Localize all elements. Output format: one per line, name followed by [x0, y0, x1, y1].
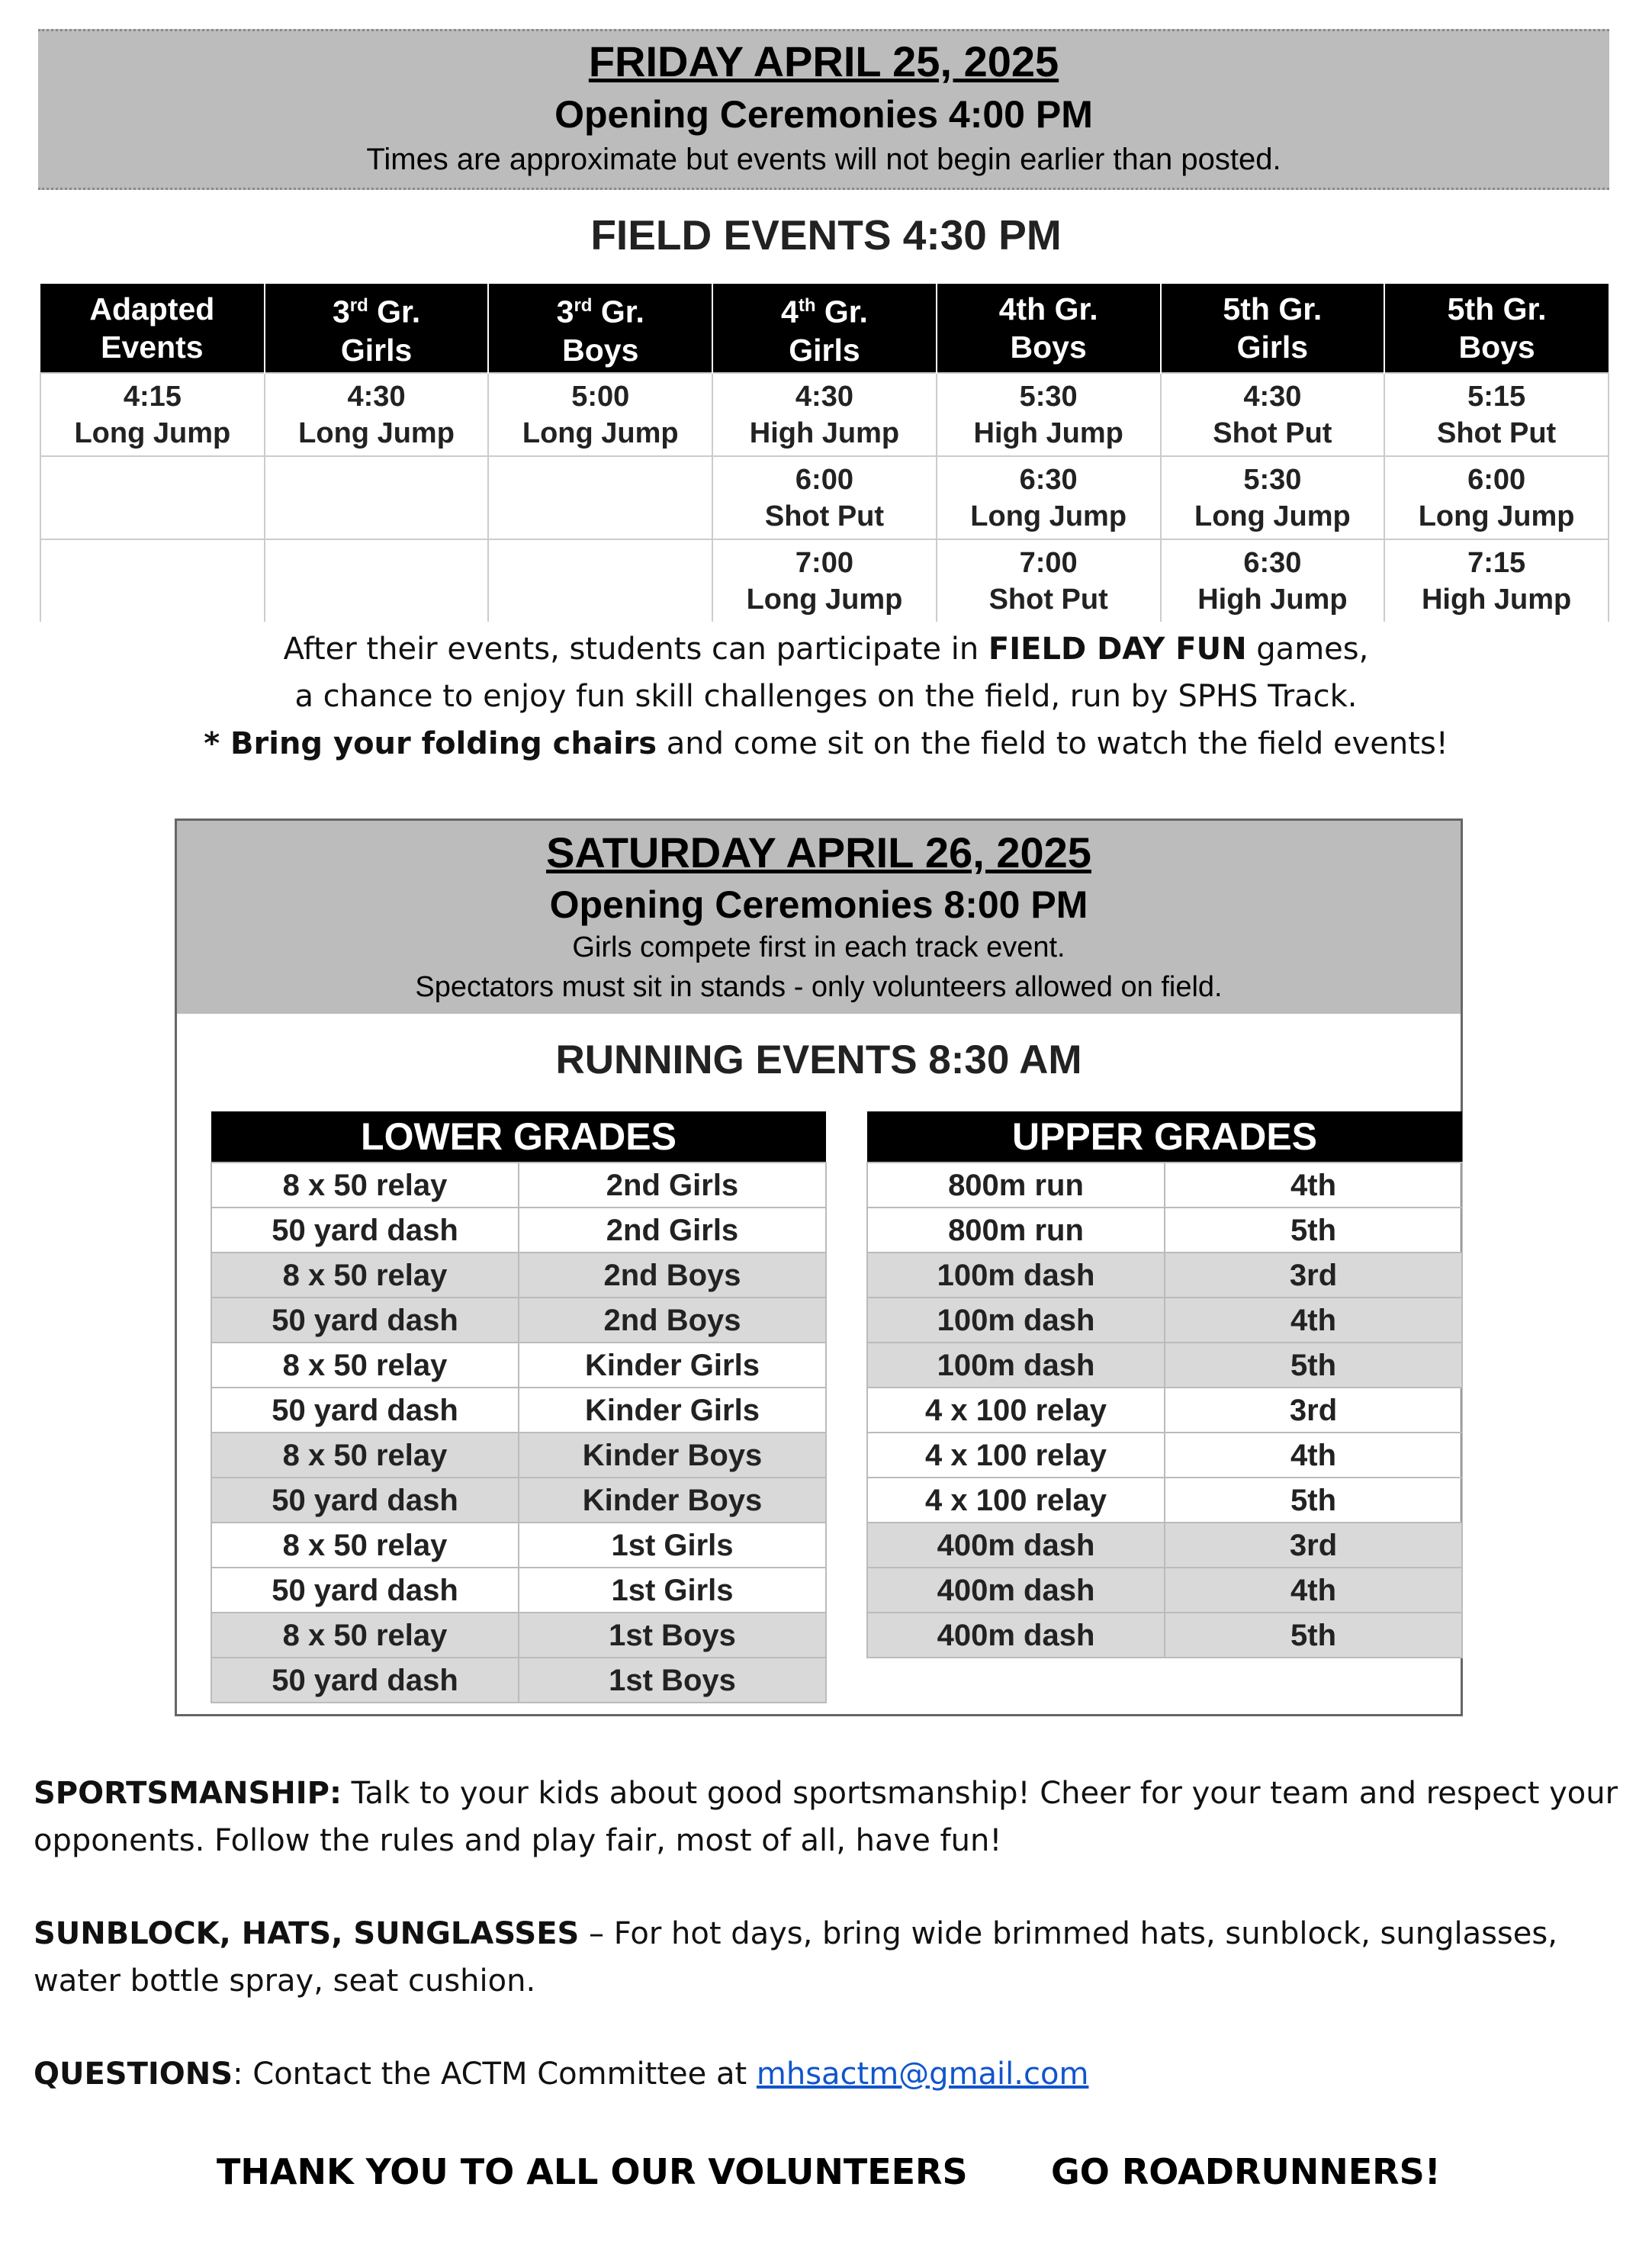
running-event-group: 3rd — [1165, 1388, 1462, 1433]
running-event-row — [867, 1388, 1462, 1433]
upper-grades-title: UPPER GRADES — [867, 1111, 1462, 1163]
running-event-group: 1st Boys — [519, 1613, 826, 1658]
running-event-group: Kinder Boys — [519, 1433, 826, 1478]
thank-volunteers: THANK YOU TO ALL OUR VOLUNTEERS — [217, 2151, 968, 2192]
running-event-group: Kinder Boys — [519, 1478, 826, 1523]
running-event-group: 5th — [1165, 1613, 1462, 1658]
saturday-note-2: Spectators must sit in stands - only volunteers allowed on field. — [415, 971, 1223, 1003]
event-name: Long Jump — [1418, 500, 1575, 532]
running-event-row — [211, 1298, 826, 1343]
field-event-cell — [1384, 456, 1609, 539]
event-name: Shot Put — [764, 500, 885, 532]
header-5th-girls: 5th Gr. Girls — [1161, 284, 1385, 373]
running-event-name: 4 x 100 relay — [867, 1388, 1165, 1433]
saturday-banner — [177, 821, 1461, 1014]
header-4th-girls: 4th Gr. Girls — [712, 284, 937, 373]
field-event-cell — [712, 373, 937, 456]
running-event-group: 4th — [1165, 1568, 1462, 1613]
field-events-table — [40, 284, 1609, 622]
lower-grades-table — [211, 1111, 827, 1703]
field-event-cell — [40, 456, 265, 539]
running-event-row — [867, 1433, 1462, 1478]
friday-times-note: Times are approximate but events will not begin earlier than posted. — [366, 143, 1281, 176]
event-name: High Jump — [973, 416, 1123, 449]
sportsmanship-note: SPORTSMANSHIP: Talk to your kids about good sportsmanship! Cheer for your team and respect your opponents. Follow the rules and play fair, most of all, have fun! — [34, 1776, 1618, 1858]
field-event-cell — [488, 539, 712, 622]
running-event-group: 1st Girls — [519, 1568, 826, 1613]
sunblock-note: SUNBLOCK, HATS, SUNGLASSES – For hot days, bring wide brimmed hats, sunblock, sunglasses, water bottle spray, seat cushion. — [34, 1916, 1557, 1999]
running-event-name: 800m run — [867, 1208, 1165, 1253]
field-events-row — [40, 373, 1609, 456]
event-time: 5:15 — [1467, 380, 1526, 413]
go-roadrunners: GO ROADRUNNERS! — [1051, 2151, 1441, 2192]
running-event-row — [211, 1163, 826, 1208]
event-time: 5:00 — [571, 380, 630, 413]
event-time: 6:30 — [1243, 546, 1302, 579]
event-name: Long Jump — [746, 583, 903, 616]
event-time: 5:30 — [1019, 380, 1078, 413]
field-event-cell — [265, 539, 489, 622]
event-time: 6:00 — [795, 463, 853, 496]
running-event-group: 2nd Girls — [519, 1208, 826, 1253]
running-event-group: 5th — [1165, 1208, 1462, 1253]
running-event-name: 8 x 50 relay — [211, 1523, 519, 1568]
field-event-cell — [265, 373, 489, 456]
field-event-cell — [265, 456, 489, 539]
event-name: Long Jump — [970, 500, 1127, 532]
event-time: 7:00 — [1019, 546, 1078, 579]
running-event-name: 50 yard dash — [211, 1388, 519, 1433]
field-event-cell — [488, 373, 712, 456]
field-events-row — [40, 456, 1609, 539]
field-event-cell — [712, 539, 937, 622]
saturday-date: SATURDAY APRIL 26, 2025 — [546, 828, 1091, 876]
running-events-title: RUNNING EVENTS 8:30 AM — [555, 1037, 1082, 1082]
event-name: Long Jump — [298, 416, 455, 449]
running-event-row — [867, 1568, 1462, 1613]
running-event-name: 8 x 50 relay — [211, 1433, 519, 1478]
running-event-name: 8 x 50 relay — [211, 1163, 519, 1208]
running-event-group: 4th — [1165, 1298, 1462, 1343]
running-event-row — [211, 1253, 826, 1298]
event-name: Shot Put — [988, 583, 1108, 616]
email-link[interactable]: mhsactm@gmail.com — [756, 2057, 1089, 2092]
saturday-panel — [175, 818, 1463, 1716]
event-time: 6:00 — [1467, 463, 1526, 496]
field-event-cell — [40, 373, 265, 456]
header-5th-boys: 5th Gr. Boys — [1384, 284, 1609, 373]
running-event-row — [211, 1343, 826, 1388]
event-time: 5:30 — [1243, 463, 1302, 496]
running-event-row — [867, 1298, 1462, 1343]
event-name: Long Jump — [74, 416, 231, 449]
running-event-name: 4 x 100 relay — [867, 1478, 1165, 1523]
running-event-name: 50 yard dash — [211, 1658, 519, 1703]
running-event-row — [867, 1208, 1462, 1253]
field-event-cell — [937, 456, 1161, 539]
event-name: High Jump — [749, 416, 900, 449]
event-name: Shot Put — [1213, 416, 1332, 449]
running-event-group: 2nd Boys — [519, 1298, 826, 1343]
running-event-name: 400m dash — [867, 1613, 1165, 1658]
field-event-cell — [1384, 539, 1609, 622]
running-event-name: 8 x 50 relay — [211, 1343, 519, 1388]
lower-grades-title: LOWER GRADES — [211, 1111, 826, 1163]
running-event-group: 3rd — [1165, 1523, 1462, 1568]
running-event-group: 2nd Boys — [519, 1253, 826, 1298]
running-event-row — [867, 1253, 1462, 1298]
event-time: 4:30 — [347, 380, 406, 413]
field-events-title: FIELD EVENTS 4:30 PM — [590, 211, 1062, 259]
friday-opening-ceremonies: Opening Ceremonies 4:00 PM — [554, 93, 1093, 136]
field-event-cell — [40, 539, 265, 622]
running-event-name: 100m dash — [867, 1253, 1165, 1298]
field-event-cell — [712, 456, 937, 539]
header-adapted-events: Adapted Events — [40, 284, 265, 373]
field-events-row — [40, 539, 1609, 622]
running-event-row — [211, 1433, 826, 1478]
event-name: Shot Put — [1437, 416, 1557, 449]
running-event-group: 4th — [1165, 1163, 1462, 1208]
running-event-name: 400m dash — [867, 1568, 1165, 1613]
running-event-row — [211, 1478, 826, 1523]
running-event-group: 5th — [1165, 1478, 1462, 1523]
field-events-header-row — [40, 284, 1609, 373]
running-event-row — [867, 1613, 1462, 1658]
running-event-name: 400m dash — [867, 1523, 1165, 1568]
event-name: High Jump — [1197, 583, 1348, 616]
header-3rd-girls: 3rd Gr. Girls — [265, 284, 489, 373]
saturday-note-1: Girls compete first in each track event. — [572, 931, 1065, 963]
running-event-row — [867, 1163, 1462, 1208]
upper-grades-table — [866, 1111, 1463, 1658]
event-time: 4:15 — [123, 380, 182, 413]
header-4th-boys: 4th Gr. Boys — [937, 284, 1161, 373]
running-event-name: 100m dash — [867, 1343, 1165, 1388]
running-event-name: 8 x 50 relay — [211, 1253, 519, 1298]
running-event-name: 8 x 50 relay — [211, 1613, 519, 1658]
running-event-group: 3rd — [1165, 1253, 1462, 1298]
field-event-cell — [937, 539, 1161, 622]
field-event-cell — [937, 373, 1161, 456]
after-line-2: a chance to enjoy fun skill challenges on the field, run by SPHS Track. — [294, 679, 1358, 714]
running-event-name: 100m dash — [867, 1298, 1165, 1343]
field-event-cell — [1161, 539, 1385, 622]
running-event-row — [867, 1343, 1462, 1388]
running-event-row — [867, 1523, 1462, 1568]
running-event-name: 800m run — [867, 1163, 1165, 1208]
running-event-group: Kinder Girls — [519, 1343, 826, 1388]
event-name: High Jump — [1421, 583, 1572, 616]
friday-date: FRIDAY APRIL 25, 2025 — [588, 37, 1059, 85]
running-event-row — [211, 1208, 826, 1253]
event-time: 4:30 — [1243, 380, 1302, 413]
running-event-group: 1st Girls — [519, 1523, 826, 1568]
questions-note: QUESTIONS: Contact the ACTM Committee at mhsactm@gmail.com — [34, 2057, 1089, 2092]
running-event-group: 2nd Girls — [519, 1163, 826, 1208]
running-event-group: 5th — [1165, 1343, 1462, 1388]
friday-banner — [38, 29, 1609, 190]
running-event-row — [211, 1613, 826, 1658]
field-event-cell — [1161, 373, 1385, 456]
event-time: 7:15 — [1467, 546, 1526, 579]
event-time: 4:30 — [795, 380, 853, 413]
saturday-opening-ceremonies: Opening Ceremonies 8:00 PM — [549, 883, 1088, 926]
running-event-row — [867, 1478, 1462, 1523]
running-event-name: 50 yard dash — [211, 1298, 519, 1343]
field-event-cell — [488, 456, 712, 539]
event-name: Long Jump — [1194, 500, 1351, 532]
field-event-cell — [1384, 373, 1609, 456]
event-time: 7:00 — [795, 546, 853, 579]
running-event-row — [211, 1388, 826, 1433]
running-event-row — [211, 1658, 826, 1703]
running-event-group: Kinder Girls — [519, 1388, 826, 1433]
running-event-name: 50 yard dash — [211, 1568, 519, 1613]
after-line-1: After their events, students can participate in FIELD DAY FUN games, — [283, 632, 1369, 667]
running-event-group: 1st Boys — [519, 1658, 826, 1703]
field-event-cell — [1161, 456, 1385, 539]
event-name: Long Jump — [522, 416, 679, 449]
running-event-row — [211, 1568, 826, 1613]
event-time: 6:30 — [1019, 463, 1078, 496]
running-event-name: 50 yard dash — [211, 1478, 519, 1523]
running-event-row — [211, 1523, 826, 1568]
running-event-name: 50 yard dash — [211, 1208, 519, 1253]
after-line-3: * Bring your folding chairs and come sit on the field to watch the field events! — [204, 726, 1448, 761]
running-event-name: 4 x 100 relay — [867, 1433, 1165, 1478]
field-day-fun-note — [0, 626, 1652, 767]
running-event-group: 4th — [1165, 1433, 1462, 1478]
header-3rd-boys: 3rd Gr. Boys — [488, 284, 712, 373]
